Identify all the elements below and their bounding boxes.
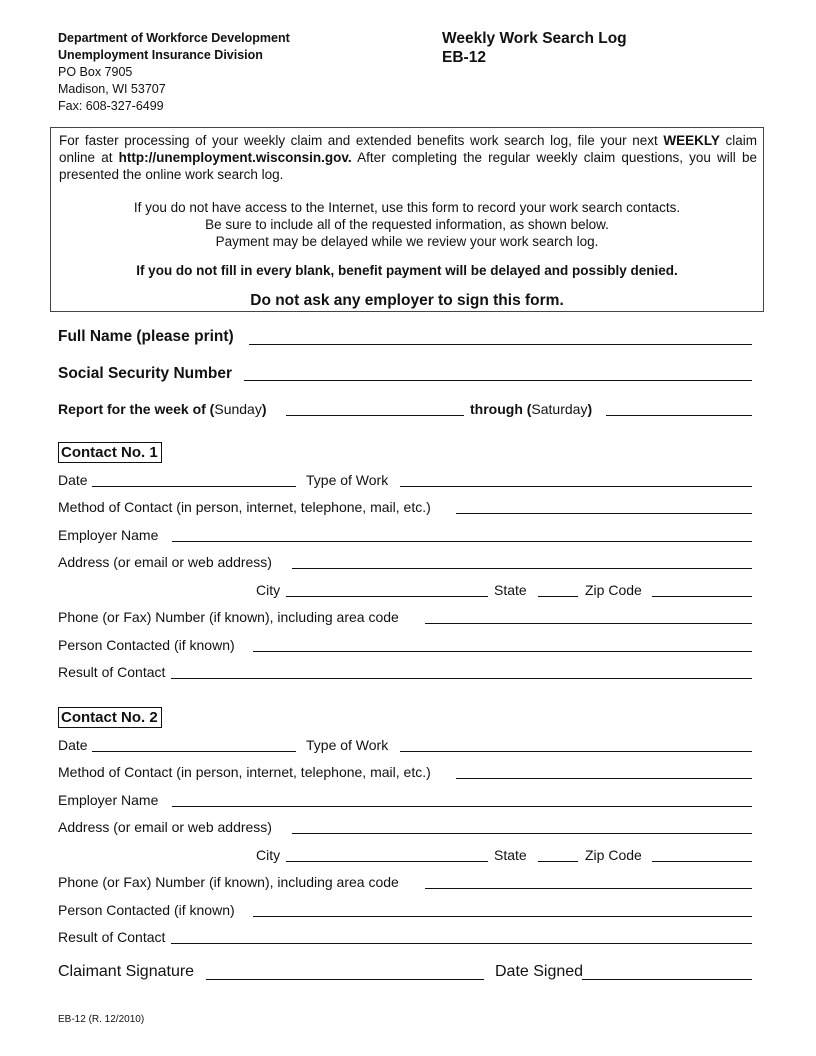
form-title: Weekly Work Search Log <box>442 30 627 47</box>
contact-2-person-label: Person Contacted (if known) <box>58 902 235 918</box>
city-state-zip: Madison, WI 53707 <box>58 82 166 96</box>
contact-1-phone-label: Phone (or Fax) Number (if known), including area code <box>58 609 399 625</box>
contact-1-date-label: Date <box>58 472 88 488</box>
claimant-signature-label: Claimant Signature <box>58 963 195 980</box>
contact-2-phone-field[interactable] <box>425 888 752 889</box>
contact-1-method-field[interactable] <box>456 513 752 514</box>
notice-text: For faster processing of your weekly claim and extended benefits work search log, file your next <box>59 133 664 148</box>
contact-1-zip-field[interactable] <box>652 596 752 597</box>
contact-2-title: Contact No. 2 <box>58 707 162 728</box>
form-title-block <box>442 29 627 67</box>
full-name-field[interactable] <box>249 344 752 345</box>
contact-1-phone-field[interactable] <box>425 623 752 624</box>
weekly-emphasis: WEEKLY <box>663 133 720 148</box>
division-name: Unemployment Insurance Division <box>58 48 263 62</box>
contact-1-city-field[interactable] <box>286 596 488 597</box>
contact-1-person-field[interactable] <box>253 651 752 652</box>
include-info-line: Be sure to include all of the requested information, as shown below. <box>205 217 609 232</box>
contact-1-person-label: Person Contacted (if known) <box>58 637 235 653</box>
report-week-label <box>58 401 267 417</box>
do-not-sign-line: Do not ask any employer to sign this form. <box>250 292 564 309</box>
contact-2-method-field[interactable] <box>456 778 752 779</box>
claim-url: http://unemployment.wisconsin.gov. <box>118 150 352 165</box>
contact-1-title: Contact No. 1 <box>58 442 162 463</box>
contact-2-zip-label: Zip Code <box>585 847 642 863</box>
contact-1-result-field[interactable] <box>171 678 752 679</box>
contact-2-state-field[interactable] <box>538 861 578 862</box>
contact-1-address-field[interactable] <box>292 568 752 569</box>
instructions-box <box>50 127 764 312</box>
fax-number: Fax: 608-327-6499 <box>58 99 164 113</box>
contact-1-zip-label: Zip Code <box>585 582 642 598</box>
contact-2-result-field[interactable] <box>171 943 752 944</box>
contact-2-result-label: Result of Contact <box>58 929 166 945</box>
contact-1-type-label: Type of Work <box>306 472 389 488</box>
contact-2-person-field[interactable] <box>253 916 752 917</box>
no-internet-line: If you do not have access to the Internet, use this form to record your work search contacts. <box>133 200 681 215</box>
contact-1-result-label: Result of Contact <box>58 664 166 680</box>
date-signed-label: Date Signed <box>495 963 584 980</box>
contact-2-phone-label: Phone (or Fax) Number (if known), including area code <box>58 874 399 890</box>
contact-2-date-field[interactable] <box>92 751 296 752</box>
claimant-signature-field[interactable] <box>206 979 484 980</box>
contact-1-date-field[interactable] <box>92 486 296 487</box>
contact-2-address-label: Address (or email or web address) <box>58 819 272 835</box>
full-name-label: Full Name (please print) <box>58 328 234 345</box>
online-filing-paragraph <box>59 132 757 183</box>
contact-1-address-label: Address (or email or web address) <box>58 554 272 570</box>
through-text: through ( <box>470 401 532 417</box>
ssn-field[interactable] <box>244 380 752 381</box>
contact-1-type-field[interactable] <box>400 486 752 487</box>
ssn-label: Social Security Number <box>58 365 233 382</box>
form-code: EB-12 <box>442 49 486 66</box>
contact-2-employer-field[interactable] <box>172 806 752 807</box>
notice-text: After completing the regular weekly claim questions, you will be presented the online work search log. <box>59 150 757 182</box>
contact-1-method-label: Method of Contact (in person, internet, telephone, mail, etc.) <box>58 499 431 515</box>
notice-text: claim online at <box>59 133 757 165</box>
date-signed-field[interactable] <box>582 979 752 980</box>
contact-2-method-label: Method of Contact (in person, internet, telephone, mail, etc.) <box>58 764 431 780</box>
contact-2-city-label: City <box>256 847 281 863</box>
through-text: ) <box>587 401 593 417</box>
po-box: PO Box 7905 <box>58 65 133 79</box>
department-name: Department of Workforce Development <box>58 31 290 45</box>
contact-1-employer-label: Employer Name <box>58 527 159 543</box>
contact-2-zip-field[interactable] <box>652 861 752 862</box>
contact-2-type-field[interactable] <box>400 751 752 752</box>
payment-delay-line: Payment may be delayed while we review your work search log. <box>215 234 599 249</box>
contact-1-employer-field[interactable] <box>172 541 752 542</box>
contact-2-date-label: Date <box>58 737 88 753</box>
through-label <box>470 401 592 417</box>
saturday-text: Saturday <box>531 401 588 417</box>
contact-1-state-field[interactable] <box>538 596 578 597</box>
contact-2-address-field[interactable] <box>292 833 752 834</box>
sunday-text: Sunday <box>214 401 262 417</box>
contact-2-city-field[interactable] <box>286 861 488 862</box>
contact-2-type-label: Type of Work <box>306 737 389 753</box>
contact-2-state-label: State <box>494 847 527 863</box>
week-end-field[interactable] <box>606 415 752 416</box>
contact-2-employer-label: Employer Name <box>58 792 159 808</box>
warning-line: If you do not fill in every blank, benefit payment will be delayed and possibly denied. <box>136 263 678 278</box>
contact-1-city-label: City <box>256 582 281 598</box>
week-start-field[interactable] <box>286 415 464 416</box>
agency-address-block <box>58 30 290 115</box>
form-revision-footer: EB-12 (R. 12/2010) <box>58 1014 145 1025</box>
week-text: ) <box>261 401 267 417</box>
week-text: Report for the week of ( <box>58 401 215 417</box>
contact-1-state-label: State <box>494 582 527 598</box>
